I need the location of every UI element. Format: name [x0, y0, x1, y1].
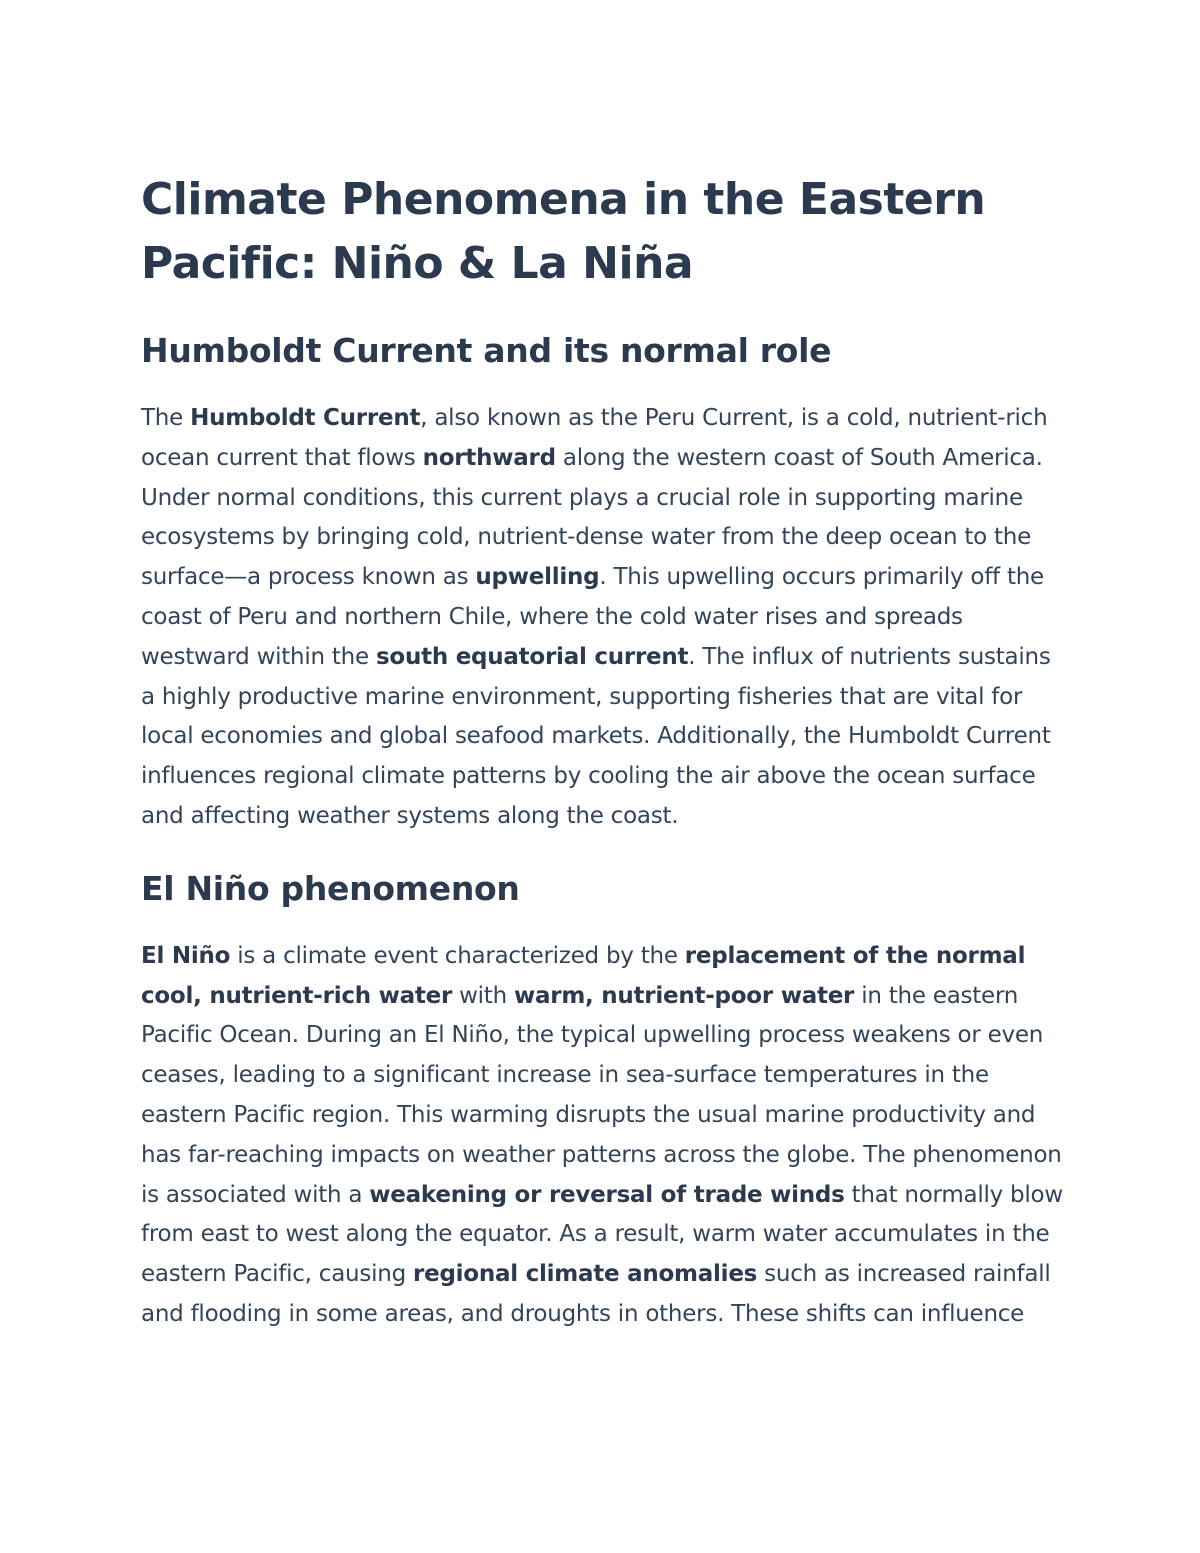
section-paragraph-el-nino — [141, 937, 1066, 1335]
document-title: Climate Phenomena in the Eastern Pacific: Niño & La Niña — [141, 174, 986, 289]
text-run: that normally blow from east to west along the equator. As a result, warm water accumulates in the eastern Pacific, causing — [141, 1181, 1063, 1288]
text-run: in the eastern Pacific Ocean. During an El Niño, the typical upwelling process weakens or even ceases, leading to a significant increase in sea-surface temperatures in the eastern Pacific region. This warming disrupts the usual marine productivity and has far-reaching impacts on weather patterns across the globe. The phenomenon is associated with a — [141, 982, 1062, 1208]
text-run: such as increased rainfall and flooding in some areas, and droughts in others. These shifts can influence — [141, 1261, 1051, 1327]
bold-text-run: weakening or reversal of trade winds — [369, 1181, 845, 1208]
bold-text-run: replacement of the normal cool, nutrient-rich water — [141, 942, 1026, 1009]
bold-text-run: northward — [422, 444, 556, 471]
bold-text-run: regional climate anomalies — [413, 1261, 758, 1288]
bold-text-run: El Niño — [141, 942, 231, 969]
text-run: along the western coast of South America. Under normal conditions, this current plays a crucial role in supporting marine ecosystems by bringing cold, nutrient-dense water from the deep ocean to the surface—a process known as — [141, 444, 1043, 591]
section-paragraph-humboldt — [141, 399, 1066, 837]
document-page — [141, 168, 1066, 1335]
bold-text-run: warm, nutrient-poor water — [513, 982, 855, 1009]
text-run: . This upwelling occurs primarily off the coast of Peru and northern Chile, where the cold water rises and spreads westward within the — [141, 564, 1044, 670]
text-run: , also known as the Peru Current, is a cold, nutrient-rich ocean current that flows — [141, 405, 1048, 471]
bold-text-run: south equatorial current — [375, 643, 689, 670]
bold-text-run: upwelling — [475, 564, 600, 591]
text-run: . The influx of nutrients sustains a highly productive marine environment, supporting fisheries that are vital for local economies and global seafood markets. Additionally, the Humboldt Current influences regional climate patterns by cooling the air above the ocean surface and affecting weather systems along the coast. — [141, 643, 1051, 829]
section-heading-humboldt: Humboldt Current and its normal role — [141, 331, 832, 370]
text-run: The — [141, 405, 191, 431]
bold-text-run: Humboldt Current — [190, 405, 421, 431]
text-run: is a climate event characterized by the — [230, 942, 685, 969]
text-run: with — [452, 982, 514, 1009]
section-heading-el-nino: El Niño phenomenon — [141, 868, 520, 908]
